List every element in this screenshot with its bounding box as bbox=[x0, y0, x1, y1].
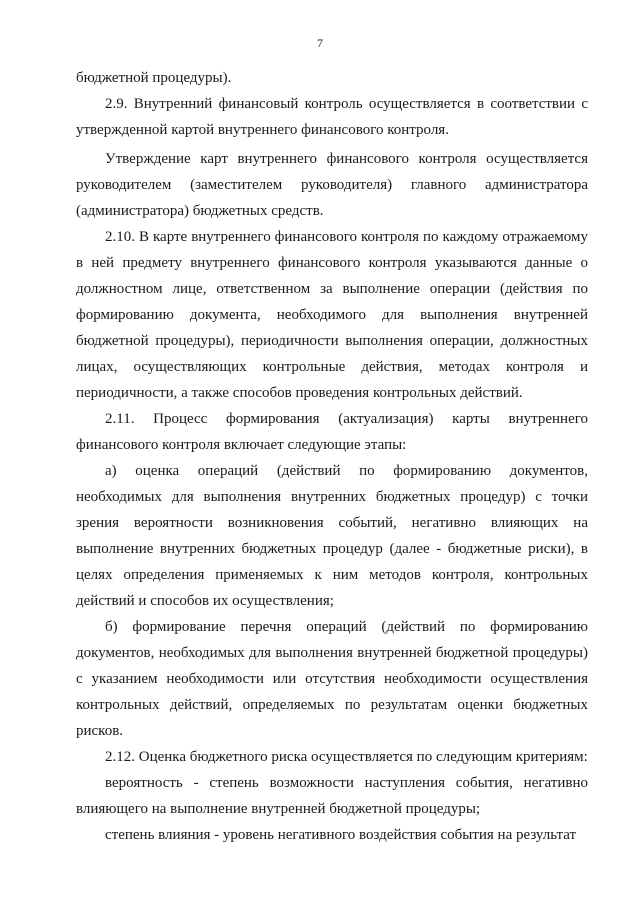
paragraph-continuation: бюджетной процедуры). bbox=[76, 70, 232, 86]
document-body bbox=[76, 65, 588, 848]
paragraph-probability-criterion: вероятность - степень возможности наступления события, негативно влияющего на выполнение внутренней бюджетной процедуры; bbox=[76, 775, 588, 817]
paragraph-2-10: 2.10. В карте внутреннего финансового контроля по каждому отражаемому в ней предмету внутреннего финансового контроля указываются данные о должностном лице, ответственном за выполнение операции (действия по формированию документа, необходимого для выполнения внутренней бюджетной процедуры), периодичности выполнения операции, должностных лицах, осуществляющих контрольные действия, методах контроля и периодичности, а также способов проведения контрольных действий. bbox=[76, 229, 588, 401]
paragraph-2-11: 2.11. Процесс формирования (актуализация) карты внутреннего финансового контроля включает следующие этапы: bbox=[76, 411, 588, 453]
paragraph-impact-criterion: степень влияния - уровень негативного воздействия события на результат bbox=[105, 827, 577, 843]
paragraph-2-9: 2.9. Внутренний финансовый контроль осуществляется в соответствии с утвержденной картой внутреннего финансового контроля. bbox=[76, 96, 588, 138]
page-number: 7 bbox=[317, 36, 323, 50]
paragraph-2-11-b: б) формирование перечня операций (действий по формированию документов, необходимых для выполнения внутренней бюджетной процедуры) с указанием необходимости или отсутствия необходимости осуществления контрольных действий, определяемых по результатам оценки бюджетных рисков. bbox=[76, 619, 588, 739]
paragraph-2-11-a: а) оценка операций (действий по формированию документов, необходимых для выполнения внутренних бюджетных процедур) с точки зрения вероятности возникновения событий, негативно влияющих на выполнение внутренних бюджетных процедур (далее - бюджетные риски), в целях определения применяемых к ним методов контроля, контрольных действий и способов их осуществления; bbox=[76, 463, 588, 609]
paragraph-2-12: 2.12. Оценка бюджетного риска осуществляется по следующим критериям: bbox=[105, 749, 588, 765]
paragraph-approval-of-maps: Утверждение карт внутреннего финансового контроля осуществляется руководителем (заместителем руководителя) главного администратора (администратора) бюджетных средств. bbox=[76, 151, 588, 219]
